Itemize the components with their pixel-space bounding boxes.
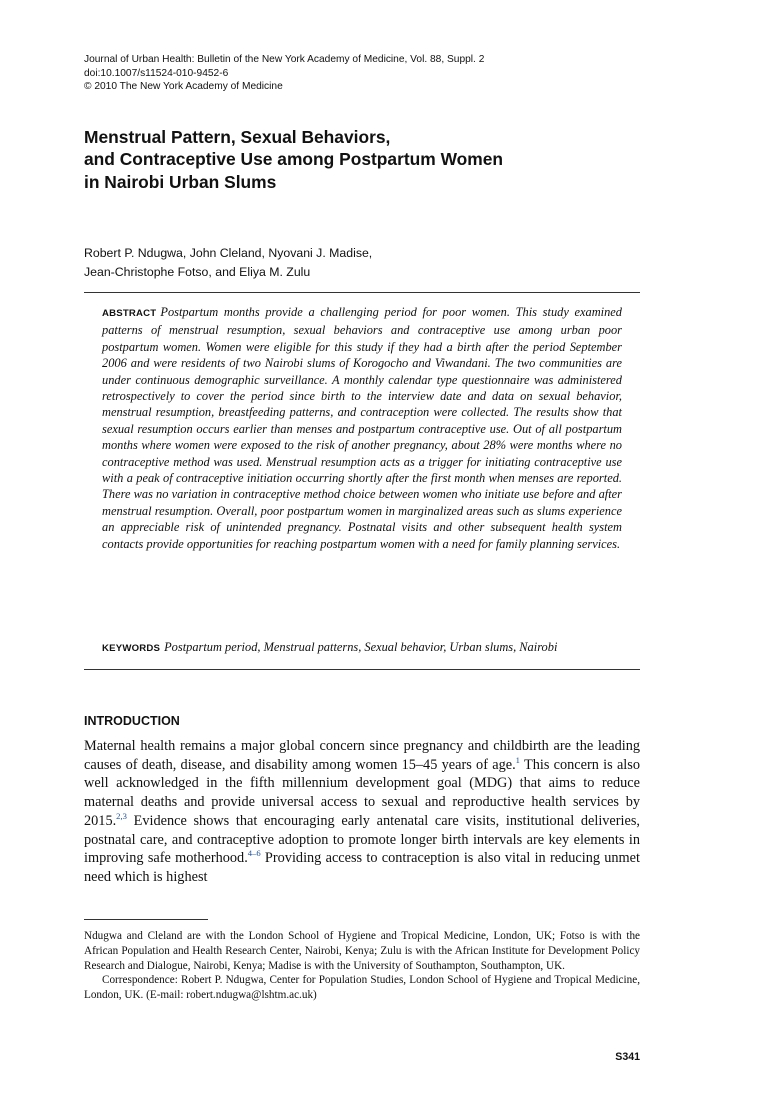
footnote bbox=[84, 929, 640, 1003]
abstract-top-rule bbox=[84, 292, 640, 293]
citation-ref[interactable]: 2,3 bbox=[116, 811, 127, 822]
paper-title bbox=[84, 126, 684, 193]
authors bbox=[84, 244, 684, 282]
intro-text: Maternal health remains a major global concern since pregnancy and childbirth are the leading causes of death, disease, and disability among women 15–45 years of age. bbox=[84, 738, 640, 773]
intro-text: Providing access to contraception is also vital in reducing unmet need which is highest bbox=[84, 850, 640, 885]
intro-text: This concern is also well acknowledged in the fifth millennium development goal (MDG) that aims to reduce maternal deaths and provide universal access to sexual and reproductive health services by 2015. bbox=[84, 756, 640, 829]
citation-ref[interactable]: 4–6 bbox=[247, 848, 261, 859]
title-line: in Nairobi Urban Slums bbox=[84, 171, 277, 192]
intro-text: Evidence shows that encouraging early antenatal care visits, institutional deliveries, postnatal care, and contraceptive adoption to promote longer birth intervals are key elements in improving safe motherhood. bbox=[84, 812, 640, 867]
keywords-label: KEYWORDS bbox=[102, 643, 161, 655]
footnote-correspondence: Correspondence: Robert P. Ndugwa, Center for Population Studies, London School of Hygiene and Tropical Medicine, London, UK. (E-mail: robert.ndugwa@lshtm.ac.uk) bbox=[84, 974, 640, 1002]
section-heading-introduction: INTRODUCTION bbox=[84, 714, 180, 728]
abstract-label: ABSTRACT bbox=[102, 308, 157, 319]
citation-ref[interactable]: 1 bbox=[515, 754, 520, 765]
doi: doi:10.1007/s11524-010-9452-6 bbox=[84, 67, 229, 79]
authors-line: Jean-Christophe Fotso, and Eliya M. Zulu bbox=[84, 265, 311, 279]
introduction-paragraph bbox=[84, 737, 640, 887]
abstract-text: Postpartum months provide a challenging period for poor women. This study examined patterns of menstrual resumption, sexual behaviors and contraceptive use among urban poor postpartum women. Women were eligible for this study if they had a birth after the period September 2006 and were residents of two Nairobi slums of Korogocho and Viwandani. The two communities are under continuous demographic surveillance. A monthly calendar type questionnaire was administered retrospectively to cover the period since birth to the interview date and data on sexual behavior, menstrual resumption, breastfeeding patterns, and contraception were collected. The results show that sexual resumption occurs earlier than menses and postpartum contraceptive use. Out of all postpartum months where women were exposed to the risk of another pregnancy, about 28% were months where no contraceptive method was used. Menstrual resumption acts as a trigger for initiating contraceptive use with a peak of contraceptive initiation occurring shortly after the first month when menses are reported. There was no variation in contraceptive method choice between women who initiate use before and after menstrual resumption. Overall, poor postpartum women in marginalized areas such as slums experience an appreciable risk of unintended pregnancy. Postnatal visits and other subsequent health system contacts provide opportunities for reaching postpartum women with a need for family planning services. bbox=[102, 305, 622, 551]
title-line: Menstrual Pattern, Sexual Behaviors, bbox=[84, 127, 391, 147]
authors-line: Robert P. Ndugwa, John Cleland, Nyovani J. Madise, bbox=[84, 246, 373, 260]
journal-citation: Journal of Urban Health: Bulletin of the New York Academy of Medicine, Vol. 88, Suppl. 2 bbox=[84, 54, 485, 65]
abstract-bottom-rule bbox=[84, 669, 640, 670]
footnote-affiliations: Ndugwa and Cleland are with the London School of Hygiene and Tropical Medicine, London, UK; Fotso is with the African Population and Health Research Center, Nairobi, Kenya; Zulu is with the African Institute for Development Policy Research and Dialogue, Nairobi, Kenya; Madise is with the University of Southampton, Southampton, UK. bbox=[84, 930, 640, 972]
journal-header bbox=[84, 53, 684, 94]
title-line: and Contraceptive Use among Postpartum Women bbox=[84, 149, 504, 170]
keywords bbox=[102, 627, 622, 670]
footnote-rule bbox=[84, 919, 208, 920]
keywords-text: Postpartum period, Menstrual patterns, Sexual behavior, Urban slums, Nairobi bbox=[164, 640, 558, 655]
copyright: © 2010 The New York Academy of Medicine bbox=[84, 81, 283, 93]
abstract bbox=[102, 304, 622, 552]
page-number: S341 bbox=[615, 1051, 640, 1063]
